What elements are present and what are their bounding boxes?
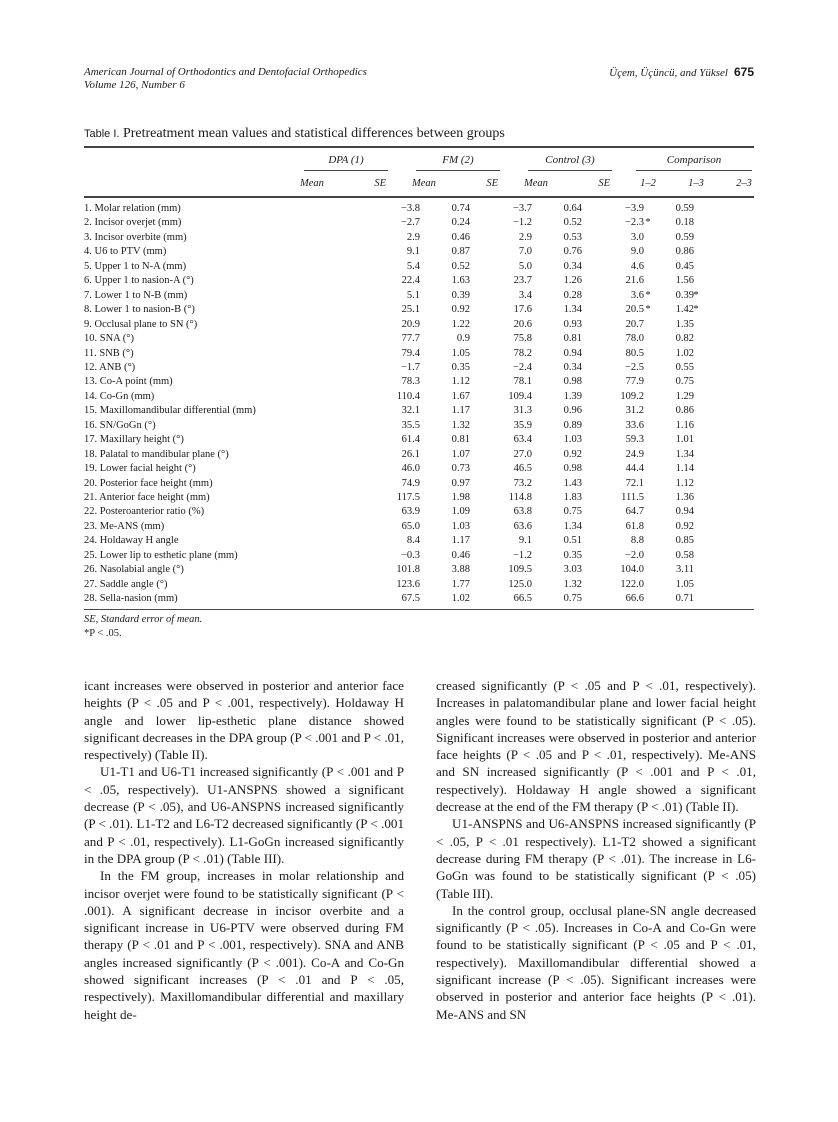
table-row — [84, 506, 754, 520]
cell-value: 1.12 — [451, 376, 470, 388]
cell-value: 9.1 — [406, 246, 420, 258]
table-row — [84, 521, 754, 535]
cell-value: 125.0 — [508, 578, 532, 590]
cell-value: 67.5 — [401, 593, 420, 605]
table-row — [84, 535, 754, 549]
cell-value: 44.4 — [625, 463, 644, 475]
cell-value: 61.8 — [625, 520, 644, 532]
cell-value: −1.2 — [512, 549, 532, 561]
row-label: 12. ANB (°) — [84, 361, 136, 373]
cell-value: 0.46 — [451, 231, 470, 243]
cell-value: 20.6 — [513, 318, 532, 330]
cell-value: −3.9 — [624, 203, 644, 214]
cell-value: 1.34 — [563, 304, 582, 316]
cell-value: 64.7 — [625, 506, 644, 518]
significance-marker: * — [693, 304, 699, 316]
running-header-right — [609, 66, 754, 80]
table-row — [84, 449, 754, 463]
cell-value: 5.0 — [518, 260, 532, 272]
cell-value: 1.83 — [563, 492, 582, 503]
cell-value: 0.46 — [451, 549, 470, 561]
column-header: SE — [486, 178, 498, 189]
row-label: 16. SN/GoGn (°) — [84, 419, 156, 431]
group-header: DPA (1) — [328, 154, 364, 166]
table-row — [84, 217, 754, 231]
row-label: 15. Maxillomandibular differential (mm) — [84, 405, 256, 417]
body-paragraph: In the FM group, increases in molar relationship and incisor overjet were found to be statistically significant (P < .001). A significant decrease in incisor overbite and a significant increase in U6-PTV were observed during FM therapy (P < .01 and P < .001, respectively). SNA and ANB angles increased significantly (P < .001). Co-A and Co-Gn showed significant increases (P < .01 and P < .05, respectively). Maxillomandibular differential and maxillary height de- — [84, 868, 404, 1022]
group-header: FM (2) — [442, 154, 474, 166]
cell-value: 1.09 — [451, 506, 470, 518]
cell-value: 0.45 — [675, 260, 694, 272]
row-label: 1. Molar relation (mm) — [84, 203, 181, 214]
cell-value: 65.0 — [401, 520, 420, 532]
cell-value: 26.1 — [401, 448, 420, 460]
cell-value: 59.3 — [625, 434, 644, 446]
cell-value: 63.4 — [513, 434, 532, 446]
row-label: 18. Palatal to mandibular plane (°) — [84, 448, 229, 460]
cell-value: 0.76 — [563, 246, 582, 258]
table-row — [84, 478, 754, 492]
cell-value: 1.03 — [451, 520, 470, 532]
significance-marker: * — [645, 304, 651, 316]
cell-value: 0.34 — [563, 260, 582, 272]
row-label: 25. Lower lip to esthetic plane (mm) — [84, 549, 238, 561]
table-row — [84, 420, 754, 434]
cell-value: 109.5 — [508, 564, 532, 576]
cell-value: 3.88 — [451, 564, 470, 576]
significance-marker: * — [693, 289, 699, 301]
cell-value: 1.32 — [563, 578, 582, 590]
body-paragraph: icant increases were observed in posterior and anterior face heights (P < .05 and P < .001, respectively). Holdaway H angle and lower lip-esthetic plane distance showed significant decreases in the DPA group (P < .001 and P < .01, respectively) (Table II). — [84, 678, 404, 763]
cell-value: 2.9 — [406, 231, 420, 243]
table-row — [84, 304, 754, 318]
cell-value: 109.2 — [620, 390, 644, 402]
table-note-se: SE, Standard error of mean. — [84, 614, 203, 625]
table-row — [84, 232, 754, 246]
cell-value: 1.26 — [563, 275, 582, 287]
cell-value: 1.17 — [451, 405, 470, 417]
column-header: Mean — [412, 178, 436, 189]
cell-value: 0.86 — [675, 405, 694, 417]
significance-marker: * — [645, 289, 651, 301]
cell-value: 31.3 — [513, 405, 532, 417]
cell-value: 0.85 — [675, 535, 694, 547]
cell-value: 3.6 — [630, 289, 644, 301]
cell-value: 0.28 — [563, 289, 582, 301]
cell-value: 0.75 — [563, 506, 582, 518]
cell-value: 104.0 — [620, 564, 644, 576]
cell-value: 5.1 — [406, 289, 420, 301]
cell-value: 1.42 — [675, 304, 694, 316]
cell-value: 0.74 — [451, 203, 470, 214]
cell-value: 0.75 — [563, 593, 582, 605]
cell-value: 1.32 — [451, 419, 470, 431]
cell-value: 8.4 — [406, 535, 420, 547]
cell-value: 0.89 — [563, 419, 582, 431]
table-row — [84, 492, 754, 506]
cell-value: 33.6 — [625, 419, 644, 431]
cell-value: 9.0 — [630, 246, 644, 258]
body-paragraph: creased significantly (P < .05 and P < .01, respectively). Increases in palatomandibular plane and lower facial height angles were found to be statistically significant (P < .05). Significant increases were observed in posterior and anterior face heights (P < .05 and P < .01, respectively). Me-ANS and SN increased significantly (P < .001 and P < .01, respectively). Holdaway H angle showed a significant decrease at the end of the FM therapy (P < .01) (Table II). — [436, 678, 756, 815]
cell-value: 0.35 — [451, 361, 470, 373]
body-column-left — [84, 677, 404, 1023]
body-paragraph: U1-T1 and U6-T1 increased significantly (P < .001 and P < .05, respectively). U1-ANSPNS showed a significant decrease (P < .05), and U6-ANSPNS increased significantly (P < .01). L1-T2 and L6-T2 decreased significantly (P < .001 and P < .01, respectively). L1-GoGn increased significantly in the DPA group (P < .01) (Table III). — [84, 764, 404, 866]
table-label: Table I. — [84, 128, 120, 140]
cell-value: 0.64 — [563, 203, 582, 214]
table-row — [84, 261, 754, 275]
table-row — [84, 319, 754, 333]
cell-value: 110.4 — [396, 390, 420, 402]
cell-value: 0.94 — [675, 506, 694, 518]
cell-value: 75.8 — [513, 333, 532, 345]
cell-value: 1.03 — [563, 434, 582, 446]
cell-value: 78.1 — [513, 376, 532, 388]
cell-value: 77.9 — [625, 376, 644, 388]
cell-value: 78.3 — [401, 376, 420, 388]
table-row — [84, 362, 754, 376]
row-label: 22. Posteroanterior ratio (%) — [84, 506, 205, 518]
cell-value: 20.5 — [625, 304, 644, 316]
cell-value: 31.2 — [625, 405, 644, 417]
column-header: 1–3 — [688, 178, 704, 189]
cell-value: 114.8 — [508, 492, 532, 503]
journal-name: American Journal of Orthodontics and Dentofacial Orthopedics — [84, 66, 367, 78]
cell-value: −3.7 — [512, 203, 532, 214]
row-label: 14. Co-Gn (mm) — [84, 390, 155, 402]
cell-value: 1.67 — [451, 390, 470, 402]
volume-info: Volume 126, Number 6 — [84, 79, 185, 91]
cell-value: 0.75 — [675, 376, 694, 388]
cell-value: 1.12 — [675, 477, 694, 489]
cell-value: 122.0 — [620, 578, 644, 590]
cell-value: 0.92 — [563, 448, 582, 460]
body-paragraph: U1-ANSPNS and U6-ANSPNS increased significantly (P < .05, P < .01 respectively). L1-T2 showed a significant decrease during FM therapy (P < .01). The increase in L6-GoGn was found to be statistically significant (P < .05) (Table III). — [436, 816, 756, 901]
cell-value: 0.39 — [675, 289, 694, 301]
cell-value: 23.7 — [513, 275, 532, 287]
row-label: 19. Lower facial height (°) — [84, 463, 196, 475]
header-bottom-rule — [84, 196, 754, 198]
cell-value: 1.05 — [675, 578, 694, 590]
cell-value: 25.1 — [401, 304, 420, 316]
column-header: SE — [598, 178, 610, 189]
cell-value: 0.82 — [675, 333, 694, 345]
cell-value: 109.4 — [508, 390, 532, 402]
cell-value: 46.5 — [513, 463, 532, 475]
cell-value: 63.6 — [513, 520, 532, 532]
cell-value: 66.5 — [513, 593, 532, 605]
cell-value: 46.0 — [401, 463, 420, 475]
cell-value: 1.16 — [675, 419, 694, 431]
table-caption — [84, 126, 505, 142]
cell-value: −2.3 — [624, 217, 644, 229]
cell-value: 0.98 — [563, 376, 582, 388]
table-row — [84, 376, 754, 390]
table-row — [84, 203, 754, 217]
cell-value: 5.4 — [406, 260, 420, 272]
table-note-p: *P < .05. — [84, 628, 122, 639]
cell-value: 1.35 — [675, 318, 694, 330]
cell-value: 0.98 — [563, 463, 582, 475]
column-header: Mean — [300, 178, 324, 189]
cell-value: −0.3 — [400, 549, 420, 561]
cell-value: 7.0 — [518, 246, 532, 258]
row-label: 7. Lower 1 to N-B (mm) — [84, 289, 188, 301]
cell-value: 0.87 — [451, 246, 470, 258]
group-underline — [416, 170, 500, 171]
cell-value: 1.14 — [675, 463, 694, 475]
cell-value: 0.51 — [563, 535, 582, 547]
row-label: 3. Incisor overbite (mm) — [84, 231, 187, 243]
cell-value: 0.52 — [563, 217, 582, 229]
row-label: 6. Upper 1 to nasion-A (°) — [84, 275, 194, 287]
cell-value: 1.98 — [451, 492, 470, 503]
body-column-right — [436, 677, 756, 1023]
row-label: 11. SNB (°) — [84, 347, 134, 359]
cell-value: 0.92 — [451, 304, 470, 316]
row-label: 4. U6 to PTV (mm) — [84, 246, 167, 258]
cell-value: 2.9 — [518, 231, 532, 243]
cell-value: 0.9 — [456, 333, 470, 345]
table-row — [84, 434, 754, 448]
cell-value: 8.8 — [630, 535, 644, 547]
table-row — [84, 579, 754, 593]
cell-value: 72.1 — [625, 477, 644, 489]
cell-value: 24.9 — [625, 448, 644, 460]
group-header: Control (3) — [545, 154, 595, 166]
cell-value: 66.6 — [625, 593, 644, 605]
cell-value: 21.6 — [625, 275, 644, 287]
cell-value: 1.43 — [563, 477, 582, 489]
cell-value: 0.58 — [675, 549, 694, 561]
column-header: Mean — [524, 178, 548, 189]
table-bottom-rule — [84, 609, 754, 610]
row-label: 28. Sella-nasion (mm) — [84, 593, 178, 605]
row-label: 2. Incisor overjet (mm) — [84, 217, 182, 229]
cell-value: 3.11 — [676, 564, 694, 576]
cell-value: −2.0 — [624, 549, 644, 561]
cell-value: 1.39 — [563, 390, 582, 402]
cell-value: 63.9 — [401, 506, 420, 518]
column-header: SE — [374, 178, 386, 189]
cell-value: 0.59 — [675, 231, 694, 243]
cell-value: 0.92 — [675, 520, 694, 532]
cell-value: 0.34 — [563, 361, 582, 373]
body-paragraph: In the control group, occlusal plane-SN angle decreased significantly (P < .05). Increases in Co-A and Co-Gn were found to be statistically significant (P < .05 and P < .01, respectively). Maxillomandibular differential showed a significant increase (P < .05). Significant increases were observed in posterior and anterior face heights (P < .01). Me-ANS and SN — [436, 902, 756, 1022]
cell-value: 1.77 — [451, 578, 470, 590]
table-row — [84, 275, 754, 289]
row-label: 20. Posterior face height (mm) — [84, 477, 213, 489]
cell-value: 27.0 — [513, 448, 532, 460]
column-header: 1–2 — [640, 178, 656, 189]
cell-value: 0.96 — [563, 405, 582, 417]
cell-value: 101.8 — [396, 564, 420, 576]
table-row — [84, 391, 754, 405]
table-row — [84, 290, 754, 304]
cell-value: 1.63 — [451, 275, 470, 287]
cell-value: 79.4 — [401, 347, 420, 359]
table-row — [84, 593, 754, 607]
cell-value: 1.01 — [675, 434, 694, 446]
cell-value: 20.9 — [401, 318, 420, 330]
table-row — [84, 246, 754, 260]
group-underline — [636, 170, 752, 171]
cell-value: 63.8 — [513, 506, 532, 518]
row-label: 10. SNA (°) — [84, 333, 134, 345]
cell-value: 0.81 — [563, 333, 582, 345]
cell-value: 111.5 — [621, 492, 644, 503]
row-label: 5. Upper 1 to N-A (mm) — [84, 260, 187, 272]
row-label: 27. Saddle angle (°) — [84, 578, 168, 590]
cell-value: 117.5 — [396, 492, 420, 503]
cell-value: 17.6 — [513, 304, 532, 316]
cell-value: 0.81 — [451, 434, 470, 446]
cell-value: 73.2 — [513, 477, 532, 489]
significance-marker: * — [645, 217, 651, 229]
authors: Üçem, Üçüncü, and Yüksel — [609, 67, 728, 79]
cell-value: 0.18 — [675, 217, 694, 229]
cell-value: 1.34 — [563, 520, 582, 532]
cell-value: 78.0 — [625, 333, 644, 345]
cell-value: 0.53 — [563, 231, 582, 243]
table-top-rule — [84, 146, 754, 148]
cell-value: −1.2 — [512, 217, 532, 229]
cell-value: 35.9 — [513, 419, 532, 431]
cell-value: 77.7 — [401, 333, 420, 345]
cell-value: 1.29 — [675, 390, 694, 402]
cell-value: 0.93 — [563, 318, 582, 330]
cell-value: 0.24 — [451, 217, 470, 229]
cell-value: 0.97 — [451, 477, 470, 489]
cell-value: 1.02 — [451, 593, 470, 605]
cell-value: 0.94 — [563, 347, 582, 359]
cell-value: 74.9 — [401, 477, 420, 489]
cell-value: −2.5 — [624, 361, 644, 373]
row-label: 24. Holdaway H angle — [84, 535, 179, 547]
cell-value: 22.4 — [401, 275, 420, 287]
cell-value: −1.7 — [400, 361, 420, 373]
cell-value: 3.0 — [630, 231, 644, 243]
cell-value: 0.35 — [563, 549, 582, 561]
row-label: 26. Nasolabial angle (°) — [84, 564, 184, 576]
cell-value: 123.6 — [396, 578, 420, 590]
cell-value: 1.07 — [451, 448, 470, 460]
cell-value: 1.05 — [451, 347, 470, 359]
group-header: Comparison — [666, 154, 722, 166]
table-row — [84, 564, 754, 578]
cell-value: −2.4 — [512, 361, 532, 373]
cell-value: 0.52 — [451, 260, 470, 272]
cell-value: −2.7 — [400, 217, 420, 229]
row-label: 13. Co-A point (mm) — [84, 376, 173, 388]
group-underline — [528, 170, 612, 171]
cell-value: 20.7 — [625, 318, 644, 330]
row-label: 17. Maxillary height (°) — [84, 434, 184, 446]
row-label: 9. Occlusal plane to SN (°) — [84, 318, 198, 330]
cell-value: 1.36 — [675, 492, 694, 503]
page-number: 675 — [733, 65, 754, 79]
table-row — [84, 463, 754, 477]
cell-value: 35.5 — [401, 419, 420, 431]
cell-value: 0.39 — [451, 289, 470, 301]
cell-value: 0.59 — [675, 203, 694, 214]
cell-value: 3.4 — [518, 289, 532, 301]
row-label: 8. Lower 1 to nasion-B (°) — [84, 304, 195, 316]
cell-value: 1.56 — [675, 275, 694, 287]
table-row — [84, 550, 754, 564]
cell-value: 32.1 — [401, 405, 420, 417]
row-label: 21. Anterior face height (mm) — [84, 492, 210, 503]
cell-value: 1.17 — [451, 535, 470, 547]
running-header-left — [84, 66, 367, 92]
cell-value: 9.1 — [518, 535, 532, 547]
group-underline — [304, 170, 388, 171]
cell-value: 3.03 — [563, 564, 582, 576]
cell-value: 80.5 — [625, 347, 644, 359]
cell-value: 0.55 — [675, 361, 694, 373]
cell-value: 78.2 — [513, 347, 532, 359]
column-header: 2–3 — [736, 178, 752, 189]
cell-value: 0.71 — [675, 593, 694, 605]
cell-value: 61.4 — [401, 434, 420, 446]
cell-value: 1.02 — [675, 347, 694, 359]
cell-value: 4.6 — [630, 260, 644, 272]
cell-value: 1.22 — [451, 318, 470, 330]
table-row — [84, 348, 754, 362]
table-row — [84, 333, 754, 347]
table-row — [84, 405, 754, 419]
cell-value: 0.73 — [451, 463, 470, 475]
row-label: 23. Me-ANS (mm) — [84, 520, 165, 532]
cell-value: −3.8 — [400, 203, 420, 214]
cell-value: 0.86 — [675, 246, 694, 258]
table-title: Pretreatment mean values and statistical differences between groups — [122, 126, 505, 141]
cell-value: 1.34 — [675, 448, 694, 460]
